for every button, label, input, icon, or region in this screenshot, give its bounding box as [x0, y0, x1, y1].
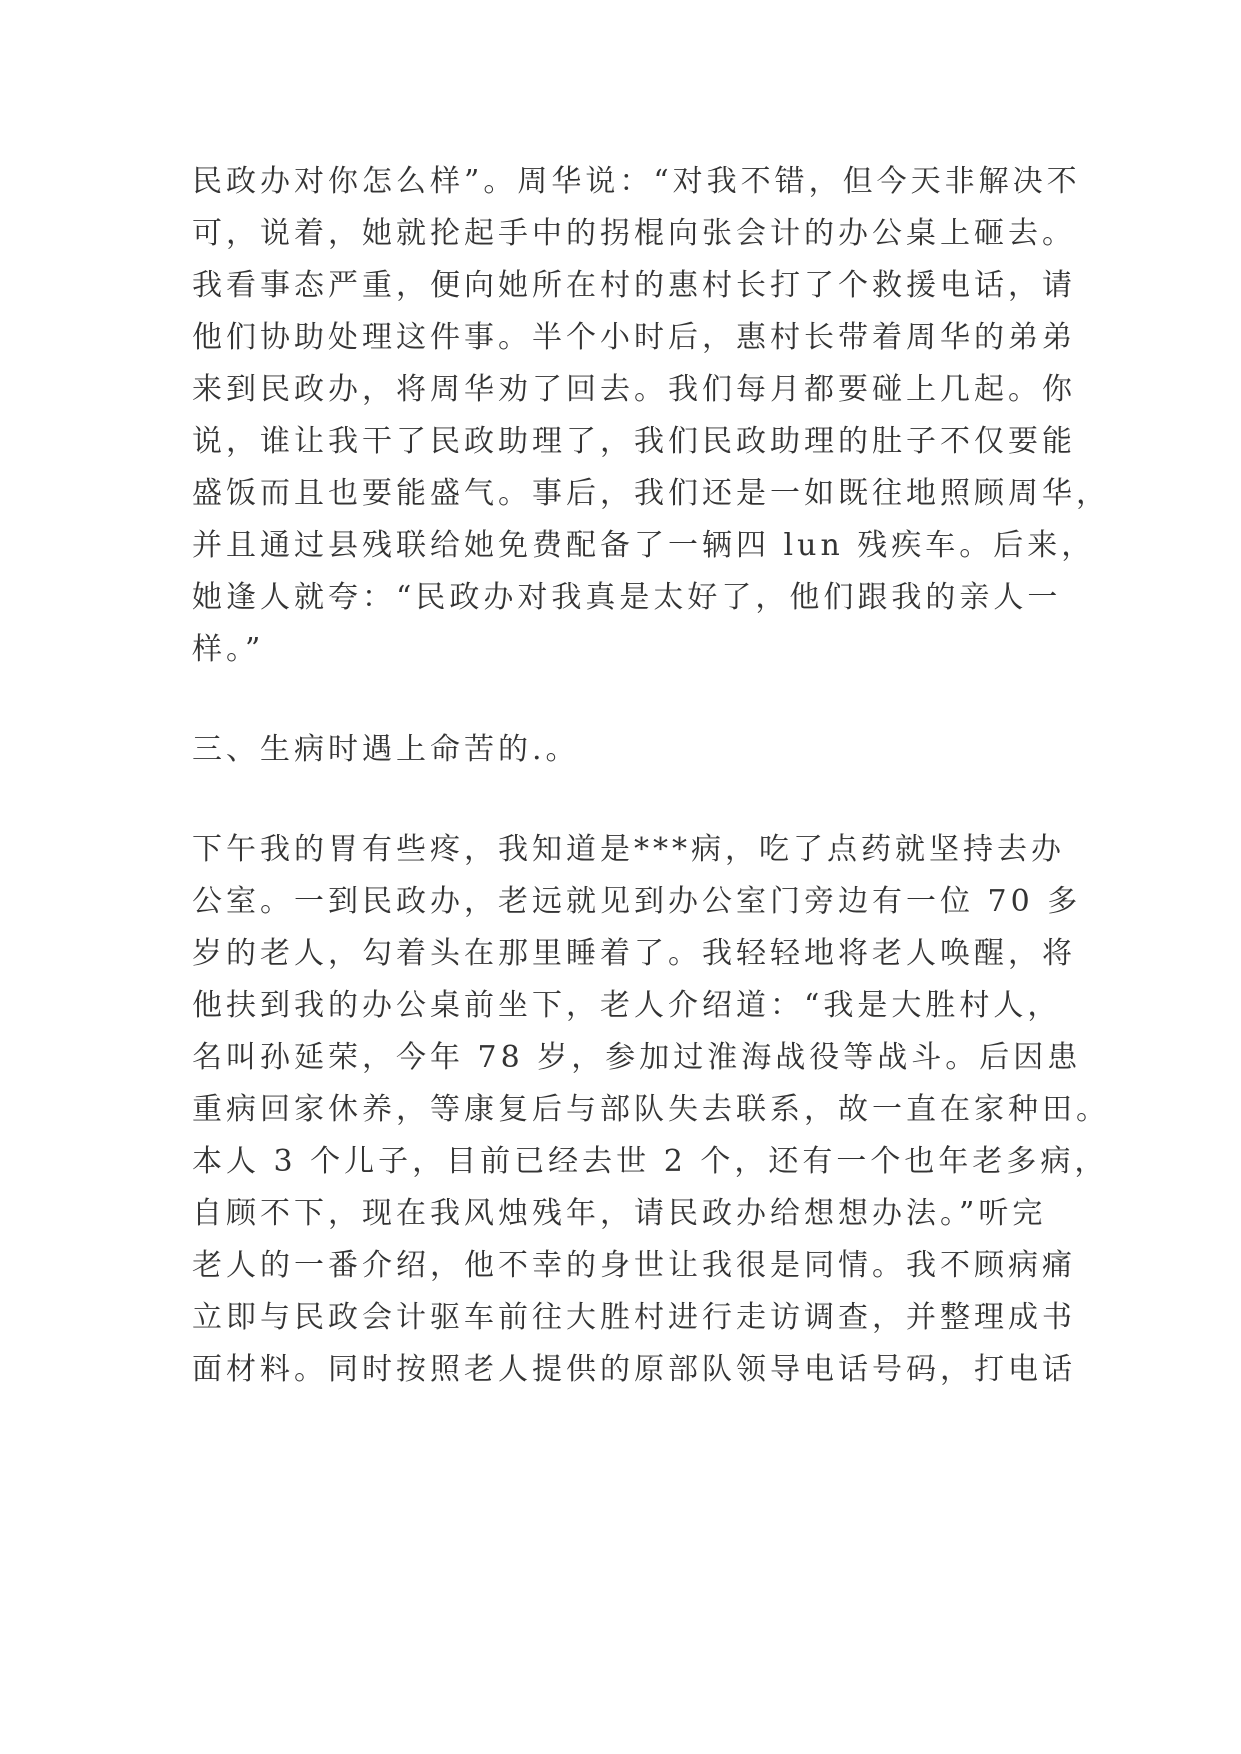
document-body	[192, 156, 1110, 1396]
section-heading-block	[192, 724, 1072, 776]
text-line: 她逢人就夸：“民政办对我真是太好了，他们跟我的亲人一	[192, 580, 1062, 615]
text-line: 公室。一到民政办，老远就见到办公室门旁边有一位 70 多	[192, 884, 1082, 919]
paragraph-1	[192, 156, 1110, 676]
text-line: 自顾不下，现在我风烛残年，请民政办给想想办法。”听完	[192, 1196, 1047, 1231]
text-line: 岁的老人，勾着头在那里睡着了。我轻轻地将老人唤醒，将	[192, 936, 1076, 971]
text-line: 我看事态严重，便向她所在村的惠村长打了个救援电话，请	[192, 268, 1076, 303]
text-line: 盛饭而且也要能盛气。事后，我们还是一如既往地照顾周华，	[192, 476, 1110, 511]
text-line: 名叫孙延荣，今年 78 岁，参加过淮海战役等战斗。后因患	[192, 1040, 1082, 1075]
paragraph-2	[192, 824, 1110, 1396]
text-line: 老人的一番介绍，他不幸的身世让我很是同情。我不顾病痛	[192, 1248, 1076, 1283]
text-line: 他们协助处理这件事。半个小时后，惠村长带着周华的弟弟	[192, 320, 1076, 355]
section-heading: 三、生病时遇上命苦的.。	[192, 732, 580, 767]
text-line: 说，谁让我干了民政助理了，我们民政助理的肚子不仅要能	[192, 424, 1076, 459]
text-line: 下午我的胃有些疼，我知道是***病，吃了点药就坚持去办	[192, 832, 1065, 867]
text-line: 民政办对你怎么样”。周华说：“对我不错，但今天非解决不	[192, 164, 1081, 199]
text-line: 可，说着，她就抡起手中的拐棍向张会计的办公桌上砸去。	[192, 216, 1076, 251]
text-line: 本人 3 个儿子，目前已经去世 2 个，还有一个也年老多病，	[192, 1144, 1109, 1179]
text-line: 他扶到我的办公桌前坐下，老人介绍道：“我是大胜村人，	[192, 988, 1062, 1023]
text-line: 样。”	[192, 632, 265, 667]
text-line: 来到民政办，将周华劝了回去。我们每月都要碰上几起。你	[192, 372, 1076, 407]
text-line: 并且通过县残联给她免费配备了一辆四 lun 残疾车。后来，	[192, 528, 1096, 563]
text-line: 重病回家休养，等康复后与部队失去联系，故一直在家种田。	[192, 1092, 1110, 1127]
text-line: 立即与民政会计驱车前往大胜村进行走访调查，并整理成书	[192, 1300, 1076, 1335]
text-line: 面材料。同时按照老人提供的原部队领导电话号码，打电话	[192, 1352, 1076, 1387]
